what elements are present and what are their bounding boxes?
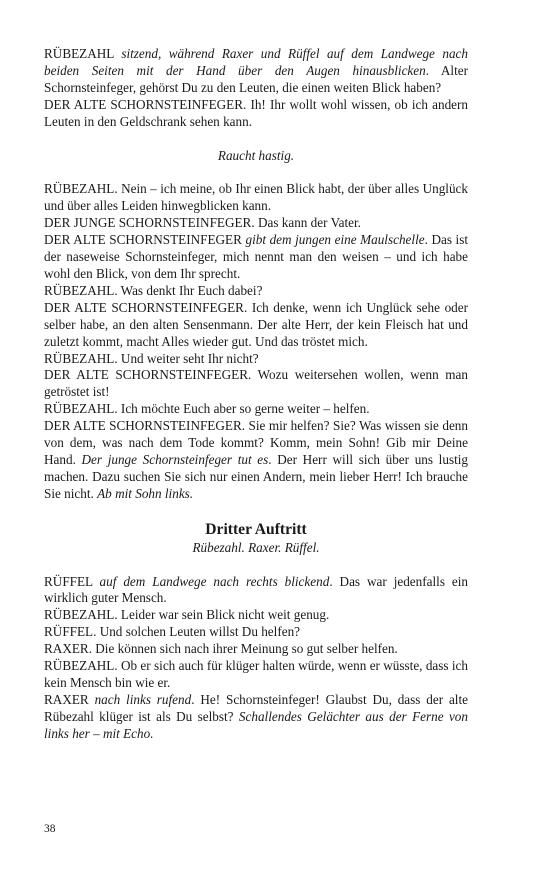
speech-line: DER JUNGE SCHORNSTEINFEGER. Das kann der Vater. [44, 215, 361, 231]
speech-line: RÜBEZAHL sitzend, während Raxer und Rüffel auf dem Landwege nach beiden Seiten mit der Hand über den Augen hinausblicken. Alter Schornsteinfeger, gehörst Du zu den Leuten, die einen weiten Blick haben? [44, 46, 469, 95]
stage-direction: nach links rufend [94, 691, 192, 707]
speech-line: RÜBEZAHL. Nein – ich meine, ob Ihr einen Blick habt, der über alles Unglück und über alles Leiden hinwegblicken kann. [44, 181, 468, 214]
speech-line: RÜFFEL auf dem Landwege nach rechts blickend. Das war jedenfalls ein wirklich guter Mensch. [44, 573, 469, 606]
stage-direction: Raucht hastig. [217, 147, 295, 163]
stage-direction: Der junge Schornsteinfeger tut es [81, 451, 269, 467]
speech-line: DER ALTE SCHORNSTEINFEGER. Ih! Ihr wollt wohl wissen, ob ich andern Leuten in den Geldschrank sehen kann. [44, 96, 468, 129]
speech-line: RAXER. Die können sich nach ihrer Meinung so gut selber helfen. [44, 641, 398, 657]
speech-line: RÜBEZAHL. Und weiter seht Ihr nicht? [44, 350, 259, 366]
stage-direction: Schallendes Gelächter aus der Ferne von links her – mit Echo. [44, 708, 468, 741]
scene-heading: Dritter Auftritt [205, 520, 307, 538]
speech-line: DER ALTE SCHORNSTEINFEGER. Ich denke, wenn ich Unglück sehe oder selber habe, an den alten Sensenmann. Der alte Herr, der kein Fleisch hat und zuletzt kommt, macht Alles wieder gut. Und das tröstet mich. [44, 299, 468, 349]
speech-line: RÜBEZAHL. Was denkt Ihr Euch dabei? [44, 282, 263, 298]
cast-list: Rübezahl. Raxer. Rüffel. [192, 539, 320, 555]
speech-line: RÜBEZAHL. Ich möchte Euch aber so gerne weiter – helfen. [44, 401, 370, 417]
speech-line: RÜBEZAHL. Leider war sein Blick nicht weit genug. [44, 607, 330, 623]
speech-line: DER ALTE SCHORNSTEINFEGER gibt dem jungen eine Maulschelle. Das ist der naseweise Schornsteinfeger, mich nennt man den weisen – und ich habe wohl den Blick, von dem Ihr sprecht. [44, 232, 469, 281]
stage-direction: Ab mit Sohn links. [97, 485, 194, 501]
page-number: 38 [44, 823, 56, 835]
speech-line: DER ALTE SCHORNSTEINFEGER. Wozu weitersehen wollen, wenn man getröstet ist! [44, 367, 468, 400]
speech-line: RÜBEZAHL. Ob er sich auch für klüger halten würde, wenn er wüsste, dass ich kein Mensch bin wie er. [44, 658, 468, 690]
speech-line: RAXER nach links rufend. He! Schornsteinfeger! Glaubst Du, dass der alte Rübezahl klüger ist als Du selbst? Schallendes Gelächter aus der Ferne von links her – mit Echo. [44, 691, 468, 741]
stage-direction: sitzend, während Raxer und Rüffel auf dem Landwege nach beiden Seiten mit der Hand über den Augen hinausblicken [44, 46, 469, 78]
speech-line: RÜFFEL. Und solchen Leuten willst Du helfen? [44, 624, 301, 640]
stage-direction: gibt dem jungen eine Maulschelle [245, 232, 425, 248]
page-body [44, 46, 468, 743]
speech-line: DER ALTE SCHORNSTEINFEGER. Sie mir helfen? Sie? Was wissen sie denn von dem, was nach dem Tode kommt? Komm, mein Sohn! Gib mir Deine Hand. Der junge Schornsteinfeger tut es. Der Herr will sich über uns lustig machen. Dazu suchen Sie sich nur einen Andern, mein lieber Herr! Ich brauche Sie nicht. Ab mit Sohn links. [44, 418, 468, 501]
stage-direction: auf dem Landwege nach rechts blickend [99, 573, 330, 589]
